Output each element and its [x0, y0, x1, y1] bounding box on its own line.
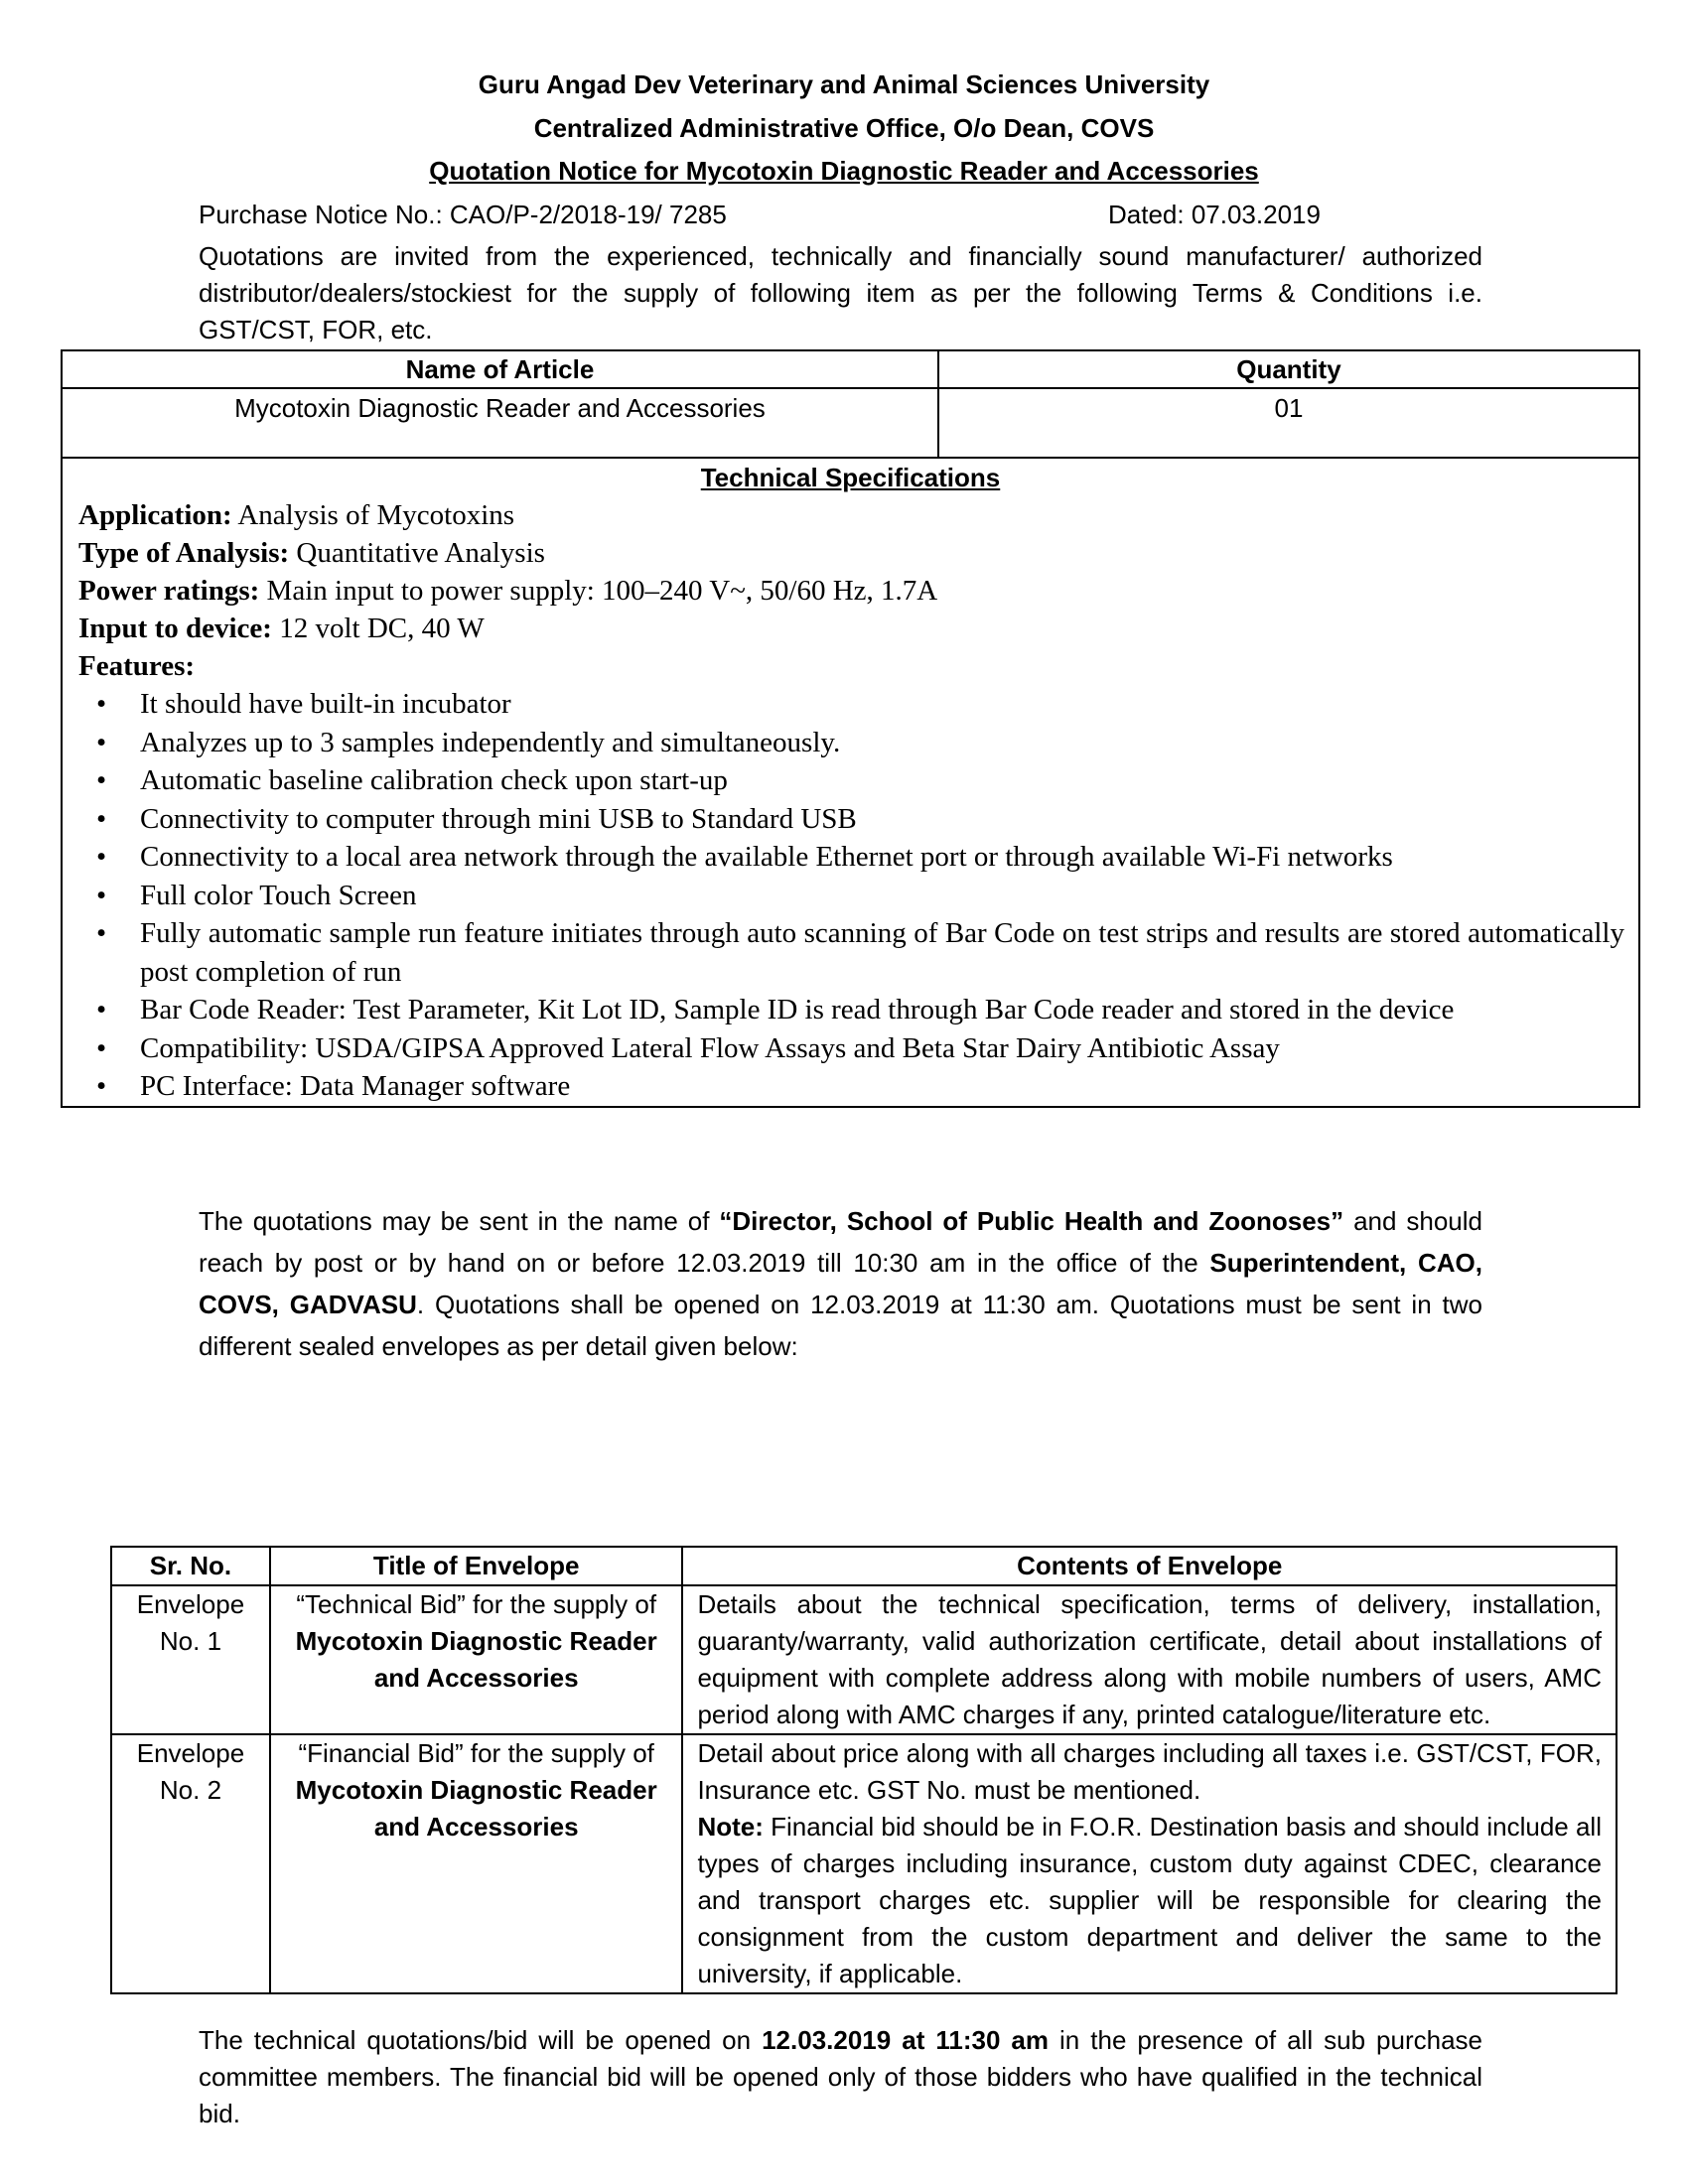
spec-power-ratings: Power ratings: Main input to power supply: 100–240 V~, 50/60 Hz, 1.7A: [78, 575, 938, 607]
opening-date: 12.03.2019 at 11:30 am: [762, 2025, 1050, 2055]
university-name: Guru Angad Dev Veterinary and Animal Sciences University: [478, 69, 1210, 99]
office-address: Superintendent, CAO, COVS, GADVASU: [199, 1248, 1482, 1319]
note-label: Note:: [697, 1812, 764, 1842]
envelope-contents: Details about the technical specification, terms of delivery, installation, guaranty/warranty, valid authorization certificate, detail about installations of equipment with complete address along with mobile numbers of users, AMC period along with AMC charges if any, printed catalogue/literature etc.: [682, 1585, 1617, 1734]
envelope-title: “Technical Bid” for the supply of Mycotoxin Diagnostic Reader and Accessories: [270, 1585, 683, 1734]
notice-title: Quotation Notice for Mycotoxin Diagnostic Reader and Accessories: [429, 156, 1259, 186]
feature-item: • Compatibility: USDA/GIPSA Approved Lateral Flow Assays and Beta Star Dairy Antibiotic Assay: [140, 1029, 1624, 1068]
article-table: [61, 349, 1640, 1108]
technical-specifications-cell: [62, 458, 1639, 1107]
column-header-contents-of-envelope: Contents of Envelope: [682, 1547, 1617, 1585]
addressee: “Director, School of Public Health and Zoonoses”: [719, 1206, 1344, 1236]
column-header-title-of-envelope: Title of Envelope: [270, 1547, 683, 1585]
envelope-sr-no: Envelope No. 1: [111, 1585, 270, 1734]
office-name: Centralized Administrative Office, O/o Dean, COVS: [533, 113, 1155, 143]
feature-item: • Automatic baseline calibration check upon start-up: [140, 761, 1624, 800]
specifications-body: [63, 496, 1638, 1106]
feature-item: • Analyzes up to 3 samples independently and simultaneously.: [140, 724, 1624, 762]
feature-item: • It should have built-in incubator: [140, 685, 1624, 724]
feature-item: • PC Interface: Data Manager software: [140, 1067, 1624, 1106]
envelope-contents: Detail about price along with all charges including all taxes i.e. GST/CST, FOR, Insurance etc. GST No. must be mentioned. Note: Financial bid should be in F.O.R. Destination basis and should include all types of charges including insurance, custom duty against CDEC, clearance and transport charges etc. supplier will be responsible for clearing the consignment from the custom department and deliver the same to the university, if applicable.: [682, 1734, 1617, 1993]
envelope-sr-no: Envelope No. 2: [111, 1734, 270, 1993]
feature-item: • Fully automatic sample run feature initiates through auto scanning of Bar Code on test strips and results are stored automatically post completion of run: [140, 914, 1624, 991]
technical-specifications-heading: Technical Specifications: [700, 463, 1001, 492]
article-name-cell: Mycotoxin Diagnostic Reader and Accessories: [62, 388, 938, 458]
notice-date: Dated: 07.03.2019: [1108, 200, 1321, 229]
feature-item: • Connectivity to a local area network through the available Ethernet port or through available Wi-Fi networks: [140, 838, 1624, 877]
spec-application: Application: Analysis of Mycotoxins: [78, 499, 515, 531]
table-row: [111, 1734, 1617, 1993]
column-header-sr-no: Sr. No.: [111, 1547, 270, 1585]
spec-features-label: Features:: [78, 650, 196, 682]
purchase-notice-number: Purchase Notice No.: CAO/P-2/2018-19/ 7285: [199, 200, 727, 229]
feature-item: • Connectivity to computer through mini USB to Standard USB: [140, 800, 1624, 839]
features-list: [78, 685, 1624, 1106]
envelope-title: “Financial Bid” for the supply of Mycotoxin Diagnostic Reader and Accessories: [270, 1734, 683, 1993]
table-row: [111, 1585, 1617, 1734]
intro-paragraph: Quotations are invited from the experienced, technically and financially sound manufacturer/ authorized distributor/dealers/stockiest for the supply of following item as per the following Terms & Conditions i.e. GST/CST, FOR, etc.: [199, 241, 1482, 344]
submission-paragraph: The quotations may be sent in the name of “Director, School of Public Health and Zoonoses” and should reach by post or by hand on or before 12.03.2019 till 10:30 am in the office of the Superintendent, CAO, COVS, GADVASU. Quotations shall be opened on 12.03.2019 at 11:30 am. Quotations must be sent in two different sealed envelopes as per detail given below:: [199, 1206, 1482, 1361]
feature-item: • Full color Touch Screen: [140, 877, 1624, 915]
envelope-table: [110, 1546, 1618, 1994]
article-quantity-cell: 01: [938, 388, 1639, 458]
column-header-quantity: Quantity: [938, 350, 1639, 388]
spec-input-to-device: Input to device: 12 volt DC, 40 W: [78, 613, 485, 644]
spec-type-of-analysis: Type of Analysis: Quantitative Analysis: [78, 537, 545, 569]
opening-paragraph: The technical quotations/bid will be opened on 12.03.2019 at 11:30 am in the presence of all sub purchase committee members. The financial bid will be opened only of those bidders who have qualified in the technical bid.: [199, 2025, 1482, 2128]
column-header-name-of-article: Name of Article: [62, 350, 938, 388]
feature-item: • Bar Code Reader: Test Parameter, Kit Lot ID, Sample ID is read through Bar Code reader and stored in the device: [140, 991, 1624, 1029]
